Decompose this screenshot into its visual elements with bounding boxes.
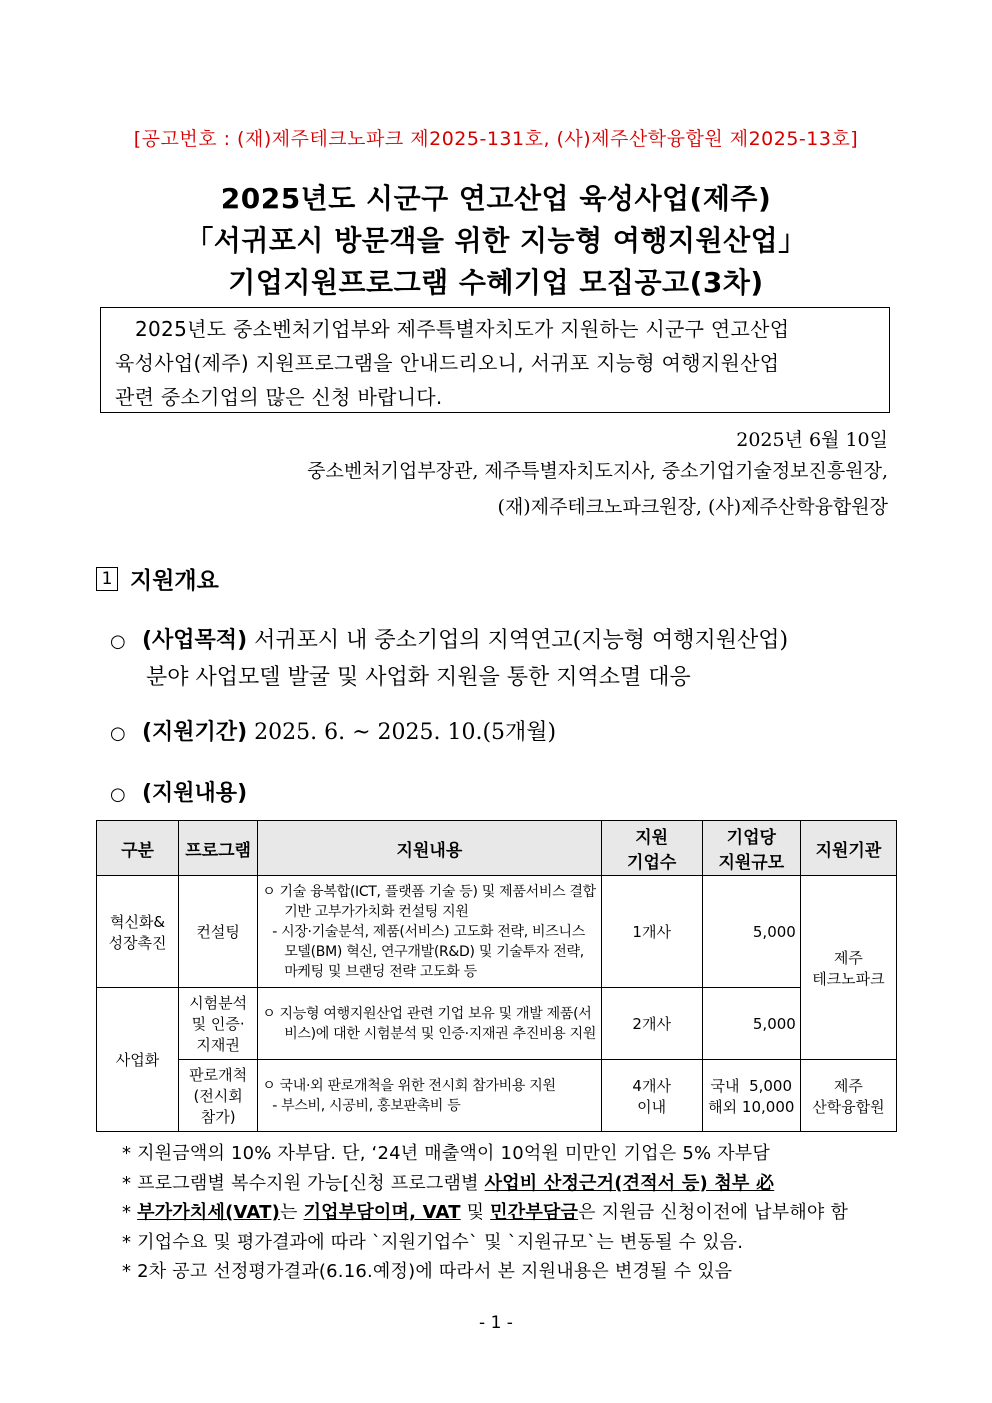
section-heading [96,562,219,595]
bullet-marker: ○ [110,723,126,744]
bullet-marker: ○ [110,784,126,805]
note-3-private-burden: 민간부담금 [490,1202,579,1223]
note-2-text: * 프로그램별 복수지원 가능[신청 프로그램별 [122,1172,485,1194]
cell-content [258,876,601,988]
note-3-company-burden: 기업부담이며, VAT [303,1202,461,1223]
cell-scale [702,1060,800,1132]
header-count-2: 기업수 [627,853,677,873]
agency-line-1: 제주 [833,1076,863,1095]
count-line-2: 이내 [637,1097,667,1116]
note-3 [122,1198,912,1228]
purpose-text-2: 분야 사업모델 발굴 및 사업화 지원을 통한 지역소멸 대응 [146,665,691,690]
header-scale-2: 지원규모 [718,853,785,873]
title-line-2: 「서귀포시 방문객을 위한 지능형 여행지원산업」 [185,224,807,257]
note-2 [122,1169,912,1199]
content-item: ㅇ 기술 융복합(ICT, 플랫폼 기술 등) 및 제품서비스 결합 기반 고부가가치화 컨설팅 지원 [262,883,596,920]
program-line-1: 시험분석 [189,994,248,1012]
content-subitem: - 시장·기술분석, 제품(서비스) 고도화 전략, 비즈니스모델(BM) 혁신, 연구개발(R&D) 및 기술투자 전략, 마케팅 및 브랜딩 전략 고도화 등 [272,923,585,980]
purpose-text-1: 서귀포시 내 중소기업의 지역연고(지능형 여행지원산업) [254,628,789,653]
title-line-1: 2025년도 시군구 연고산업 육성사업(제주) [220,182,772,215]
notes [122,1139,912,1287]
table-header-row [97,821,897,876]
intro-line-1: 2025년도 중소벤처기업부와 제주특별자치도가 지원하는 시군구 연고산업 [135,317,790,341]
count-line-1: 4개사 [632,1076,671,1095]
scale-line-2: 해외 10,000 [708,1097,795,1116]
program-line-3: 참가) [200,1108,236,1126]
title-line-3: 기업지원프로그램 수혜기업 모집공고(3차) [228,266,764,299]
cell-count: 2개사 [601,988,702,1060]
header-agency: 지원기관 [800,821,896,876]
period-label: (지원기간) [142,720,248,745]
notice-number: [공고번호 : (재)제주테크노파크 제2025-131호, (사)제주산학융합원 제2025-13호] [133,128,859,150]
header-scale [702,821,800,876]
category-line-1: 혁신화& [109,912,166,931]
table-row [97,988,897,1060]
cell-scale: 5,000 [702,876,800,988]
note-3-vat: 부가가치세(VAT) [137,1202,281,1223]
intro-line-3: 관련 중소기업의 많은 신청 바랍니다. [115,385,443,409]
program-line-3: 지재권 [196,1036,240,1054]
section-title: 지원개요 [130,568,219,594]
note-3-text-a: 는 [280,1202,304,1223]
program-line-2: 및 인증· [191,1015,245,1033]
cell-agency [800,1060,896,1132]
note-3-text-b: 및 [460,1202,491,1223]
program-line-2: (전시회 [193,1087,243,1105]
cell-agency [800,876,896,1060]
header-program: 프로그램 [179,821,258,876]
issuer-line-2: (재)제주테크노파크원장, (사)제주산학융합원장 [497,496,888,518]
agency-line-1: 제주 [833,948,863,967]
cell-program [179,1060,258,1132]
table-row [97,876,897,988]
purpose-label: (사업목적) [142,628,248,653]
program-line-1: 판로개척 [189,1066,248,1084]
bullet-period [110,715,556,746]
content-item: ㅇ 지능형 여행지원산업 관련 기업 보유 및 개발 제품(서비스)에 대한 시험분석 및 인증·지재권 추진비용 지원 [262,1005,597,1042]
scale-line-1: 국내 5,000 [710,1076,793,1095]
agency-line-2: 산학융합원 [812,1097,885,1116]
cell-program [179,988,258,1060]
cell-content [258,1060,601,1132]
content-item: ㅇ 국내·외 판로개척을 위한 전시회 참가비용 지원 [262,1077,556,1094]
bullet-marker: ○ [110,631,126,652]
bullet-purpose [110,623,788,654]
period-text: 2025. 6. ~ 2025. 10.(5개월) [254,720,557,745]
section-number: 1 [96,567,118,591]
content-subitem: - 부스비, 시공비, 홍보판촉비 등 [272,1097,461,1114]
header-count-1: 지원 [635,828,669,848]
agency-line-2: 테크노파크 [812,969,885,988]
header-scale-1: 기업당 [726,828,776,848]
cell-scale: 5,000 [702,988,800,1060]
note-2-emphasis: 사업비 산정근거(견적서 등) 첨부 必 [484,1172,775,1194]
issuer-line-1: 중소벤처기업부장관, 제주특별자치도지사, 중소기업기술정보진흥원장, [307,460,888,482]
cell-category [97,876,179,988]
note-5: * 2차 공고 선정평가결과(6.16.예정)에 따라서 본 지원내용은 변경될 수 있음 [122,1261,733,1282]
note-1: * 지원금액의 10% 자부담. 단, ‘24년 매출액이 10억원 미만인 기업은 5% 자부담 [122,1143,770,1164]
issue-date: 2025년 6월 10일 [736,429,888,451]
cell-count [601,1060,702,1132]
page-number: - 1 - [479,1313,513,1333]
cell-category: 사업화 [97,988,179,1132]
intro-box [100,307,890,413]
category-line-2: 성장촉진 [108,933,167,952]
bullet-content [110,776,247,807]
cell-count: 1개사 [601,876,702,988]
note-4: * 기업수요 및 평가결과에 따라 `지원기업수` 및 `지원규모`는 변동될 수 있음. [122,1231,744,1253]
content-label: (지원내용) [142,781,248,806]
header-category: 구분 [97,821,179,876]
intro-line-2: 육성사업(제주) 지원프로그램을 안내드리오니, 서귀포 지능형 여행지원산업 [115,351,780,375]
note-3-text-c: 은 지원금 신청이전에 납부해야 함 [578,1202,849,1223]
table-row [97,1060,897,1132]
header-count [601,821,702,876]
cell-program: 컨설팅 [179,876,258,988]
support-table [96,820,897,1132]
header-content: 지원내용 [258,821,601,876]
cell-content [258,988,601,1060]
note-3-star: * [122,1202,138,1223]
